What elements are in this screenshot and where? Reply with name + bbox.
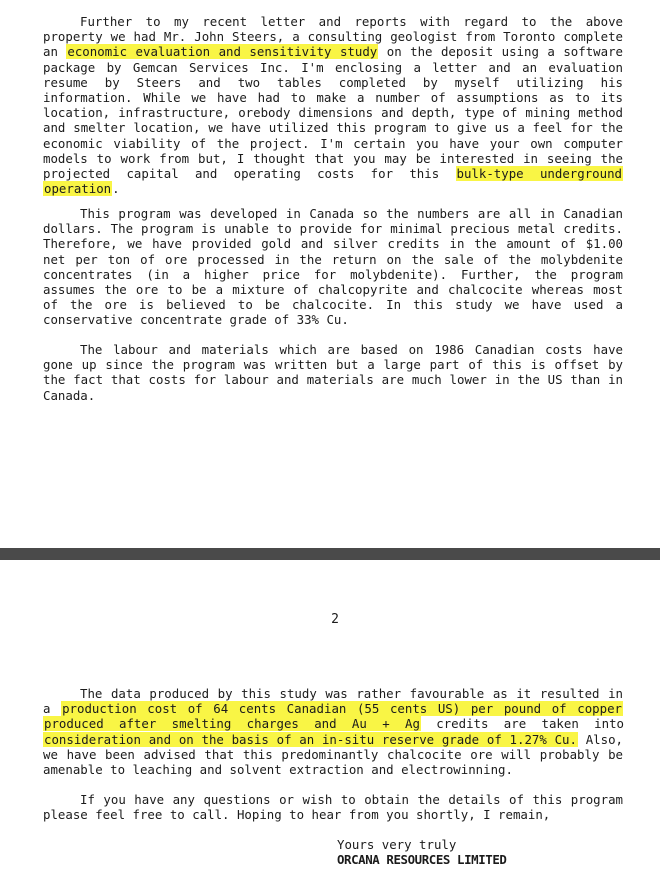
paragraph-labour-costs bbox=[43, 342, 623, 403]
text-segment: The data produced by this study was rather favourable as it resulted in a bbox=[43, 686, 623, 717]
company-name: ORCANA RESOURCES LIMITED bbox=[337, 852, 507, 868]
closing-salutation: Yours very truly bbox=[337, 837, 457, 852]
paragraph-contact bbox=[43, 792, 623, 822]
signature-block bbox=[337, 837, 506, 867]
text-segment: credits are taken into bbox=[420, 716, 624, 732]
page-number: 2 bbox=[331, 612, 339, 627]
paragraph-production-cost bbox=[43, 686, 623, 777]
text-segment: The labour and materials which are based on 1986 Canadian costs have gone up since the program was written but a large part of this is offset by the fact that costs for labour and materials are much lower in the US than in Canada. bbox=[43, 342, 623, 403]
text-segment: If you have any questions or wish to obtain the details of this program please feel free to call. Hoping to hear from you shortly, I remain, bbox=[43, 792, 623, 823]
highlighted-text: economic evaluation and sensitivity study bbox=[67, 44, 378, 60]
text-segment: Also, we have been advised that this predominantly chalcocite ore will probably be amenable to leaching and solvent extraction and electrowinning. bbox=[43, 731, 623, 778]
text-segment: on the deposit using a software package by Gemcan Services Inc. I'm enclosing a letter and an evaluation resume by Steers and two tables completed by myself utilizing his information. While we have had to make a number of assumptions as to its location, infrastructure, orebody dimensions and depth, type of mining method and smelter location, we have utilized this program to give us a feel for the economic viability of the project. I'm certain you have your own computer models to work from but, I thought that you may be interested in seeing the projected capital and operating costs for this bbox=[43, 44, 623, 182]
text-segment: Further to my recent letter and reports with regard to the above property we had Mr. John Steers, a consulting geologist from Toronto complete an bbox=[43, 14, 623, 60]
paragraph-program-assumptions bbox=[43, 206, 623, 328]
text-segment: . bbox=[112, 181, 120, 197]
paragraph-evaluation-study bbox=[43, 14, 623, 196]
page-break-divider bbox=[0, 548, 660, 560]
highlighted-text: production cost of 64 cents Canadian (55 cents US) per pound of copper produced after smelting charges and Au + Ag bbox=[44, 701, 623, 732]
highlighted-text: consideration and on the basis of an in-situ reserve grade of 1.27% Cu. bbox=[44, 731, 577, 747]
letter-page-2 bbox=[0, 560, 660, 872]
text-segment: This program was developed in Canada so the numbers are all in Canadian dollars. The program is unable to provide for minimal precious metal credits. Therefore, we have provided gold and silver credits in the amount of $1.00 net per ton of ore processed in the return on the sale of the molybdenite concentrates (in a higher price for molybdenite). Further, the program assumes the ore to be a mixture of chalcopyrite and chalcocite whereas most of the ore is believed to be chalcocite. In this study we have used a conservative concentrate grade of 33% Cu. bbox=[43, 206, 623, 328]
highlighted-text: bulk-type underground operation bbox=[44, 166, 622, 197]
